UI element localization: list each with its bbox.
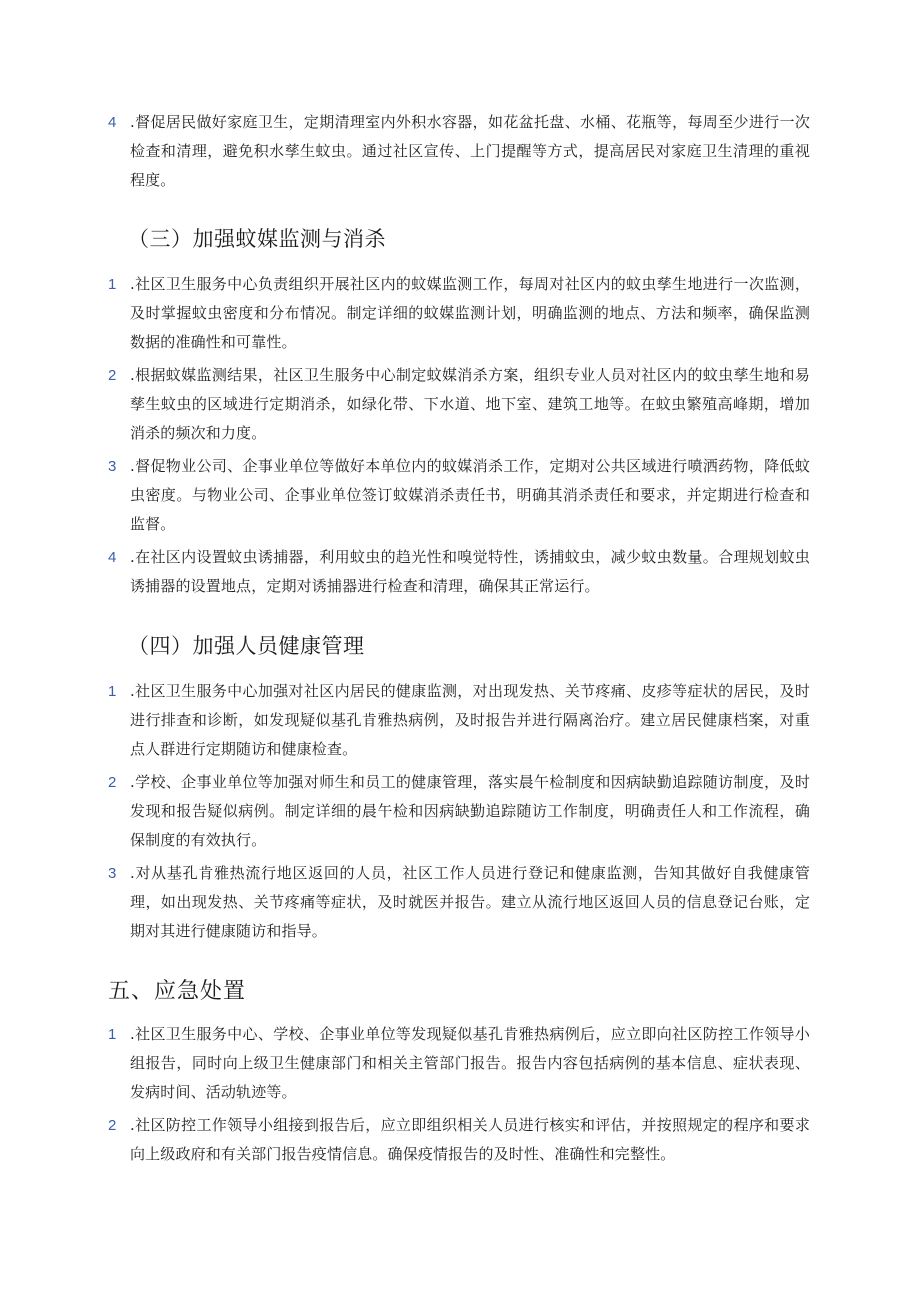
list-text: .学校、企事业单位等加强对师生和员工的健康管理，落实晨午检制度和因病缺勤追踪随访制度，及时发现和报告疑似病例。制定详细的晨午检和因病缺勤追踪随访工作制度，明确责任人和工作流程，确保制度的有效执行。 bbox=[130, 773, 810, 849]
section-heading-3: （三）加强蚊媒监测与消杀 bbox=[128, 227, 386, 251]
list-item bbox=[108, 859, 810, 946]
list-text: .在社区内设置蚊虫诱捕器，利用蚊虫的趋光性和嗅觉特性，诱捕蚊虫，减少蚊虫数量。合理规划蚊虫诱捕器的设置地点，定期对诱捕器进行检查和清理，确保其正常运行。 bbox=[130, 548, 810, 595]
list-number: 4 bbox=[108, 549, 117, 566]
list-item bbox=[108, 108, 810, 195]
list-item bbox=[108, 677, 810, 764]
list-number: 4 bbox=[108, 114, 117, 131]
list-item bbox=[108, 1111, 810, 1169]
list-text: .对从基孔肯雅热流行地区返回的人员，社区工作人员进行登记和健康监测，告知其做好自我健康管理，如出现发热、关节疼痛等症状，及时就医并报告。建立从流行地区返回人员的信息登记台账，定期对其进行健康随访和指导。 bbox=[130, 864, 810, 940]
list-number: 3 bbox=[108, 458, 117, 475]
list-text: .督促居民做好家庭卫生，定期清理室内外积水容器，如花盆托盘、水桶、花瓶等，每周至少进行一次检查和清理，避免积水孳生蚊虫。通过社区宣传、上门提醒等方式，提高居民对家庭卫生清理的重视程度。 bbox=[130, 113, 810, 189]
list-number: 2 bbox=[108, 774, 117, 791]
section-heading-5: 五、应急处置 bbox=[108, 979, 247, 1004]
list-text: .督促物业公司、企事业单位等做好本单位内的蚊媒消杀工作，定期对公共区域进行喷洒药物，降低蚊虫密度。与物业公司、企事业单位签订蚊媒消杀责任书，明确其消杀责任和要求，并定期进行检查和监督。 bbox=[130, 457, 810, 533]
list-number: 1 bbox=[108, 276, 117, 293]
list-number: 1 bbox=[108, 683, 117, 700]
list-item bbox=[108, 543, 810, 601]
list-number: 3 bbox=[108, 865, 117, 882]
list-text: .社区卫生服务中心、学校、企事业单位等发现疑似基孔肯雅热病例后，应立即向社区防控工作领导小组报告，同时向上级卫生健康部门和相关主管部门报告。报告内容包括病例的基本信息、症状表现、发病时间、活动轨迹等。 bbox=[130, 1025, 810, 1101]
list-item bbox=[108, 768, 810, 855]
list-number: 2 bbox=[108, 1117, 117, 1134]
list-text: .社区卫生服务中心加强对社区内居民的健康监测，对出现发热、关节疼痛、皮疹等症状的居民，及时进行排查和诊断，如发现疑似基孔肯雅热病例，及时报告并进行隔离治疗。建立居民健康档案，对重点人群进行定期随访和健康检查。 bbox=[130, 682, 810, 758]
list-text: .社区卫生服务中心负责组织开展社区内的蚊媒监测工作，每周对社区内的蚊虫孳生地进行一次监测，及时掌握蚊虫密度和分布情况。制定详细的蚊媒监测计划，明确监测的地点、方法和频率，确保监测数据的准确性和可靠性。 bbox=[130, 275, 810, 351]
list-text: .社区防控工作领导小组接到报告后，应立即组织相关人员进行核实和评估，并按照规定的程序和要求向上级政府和有关部门报告疫情信息。确保疫情报告的及时性、准确性和完整性。 bbox=[130, 1116, 810, 1163]
list-item bbox=[108, 452, 810, 539]
list-number: 2 bbox=[108, 367, 117, 384]
list-item bbox=[108, 361, 810, 448]
list-number: 1 bbox=[108, 1026, 117, 1043]
list-text: .根据蚊媒监测结果，社区卫生服务中心制定蚊媒消杀方案，组织专业人员对社区内的蚊虫孳生地和易孳生蚊虫的区域进行定期消杀，如绿化带、下水道、地下室、建筑工地等。在蚊虫繁殖高峰期，增加消杀的频次和力度。 bbox=[130, 366, 810, 442]
list-item bbox=[108, 270, 810, 357]
list-item bbox=[108, 1020, 810, 1107]
section-heading-4: （四）加强人员健康管理 bbox=[128, 634, 365, 658]
